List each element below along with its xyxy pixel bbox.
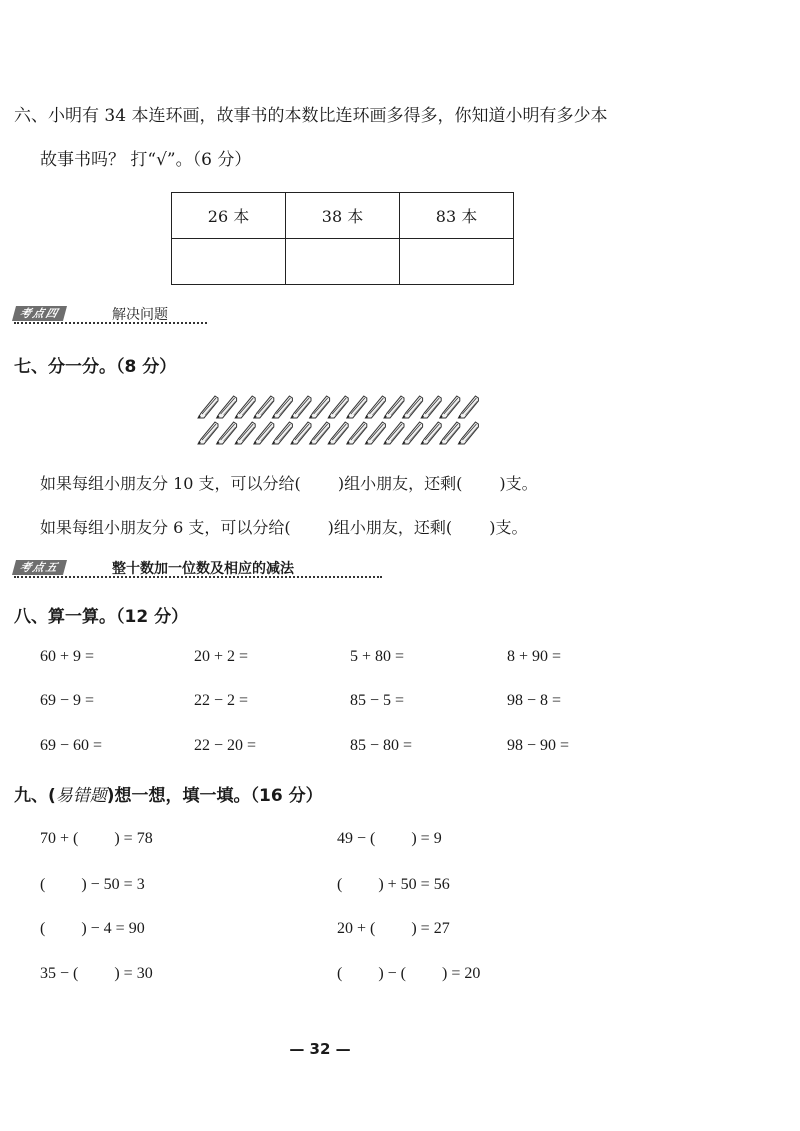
calc-expression: 98 − 8 = (507, 692, 562, 709)
pencil-icon (458, 422, 478, 444)
pencil-icon (291, 422, 311, 444)
q7-title: 七、分一分。（8 分） (14, 357, 177, 377)
check-cell[interactable] (172, 239, 286, 285)
pencil-icon (272, 422, 292, 444)
q9-title-tag: 易错题 (55, 786, 107, 806)
calc-expression: 20 + 2 = (194, 648, 249, 665)
calc-expression: 98 − 90 = (507, 737, 570, 754)
pencil-icon (403, 396, 423, 418)
kaodian-underline (14, 576, 382, 578)
q7-line1: 如果每组小朋友分 10 支，可以分给( )组小朋友，还剩( )支。 (40, 474, 538, 493)
pencil-icon (291, 396, 311, 418)
pencil-icon (458, 396, 478, 418)
pencil-icon (198, 422, 218, 444)
calc-expression: 85 − 80 = (350, 737, 413, 754)
page-number: — 32 — (289, 1040, 351, 1058)
pencil-icon (198, 396, 218, 418)
pencil-icon (384, 422, 404, 444)
pencil-icon (421, 396, 441, 418)
pencil-icon (328, 422, 348, 444)
q9-title (14, 781, 323, 806)
fill-expression: 70 + ( ) = 78 (40, 830, 153, 847)
pencil-icon (254, 396, 274, 418)
fill-expression: 35 − ( ) = 30 (40, 965, 153, 982)
kaodian-badge: 考点五 (12, 560, 67, 575)
option-cell: 83 本 (400, 193, 514, 239)
pencil-icon (310, 396, 330, 418)
pencil-icon (310, 422, 330, 444)
q9-title-prefix: 九、( (14, 786, 56, 806)
kaodian-badge: 考点四 (12, 306, 67, 321)
calc-expression: 22 − 2 = (194, 692, 249, 709)
pencil-icon (440, 396, 460, 418)
calc-expression: 69 − 9 = (40, 692, 95, 709)
q6-line2: 故事书吗？ 打“√”。（6 分） (40, 150, 252, 170)
pencil-icon (235, 422, 255, 444)
pencil-icon (421, 422, 441, 444)
pencil-icon (384, 396, 404, 418)
fill-expression: ( ) − 50 = 3 (40, 876, 145, 893)
calc-expression: 22 − 20 = (194, 737, 257, 754)
pencil-icon (347, 396, 367, 418)
pencil-icon (365, 396, 385, 418)
pencil-icon (272, 396, 292, 418)
option-cell: 38 本 (286, 193, 400, 239)
pencil-icon (347, 422, 367, 444)
fill-expression: ( ) + 50 = 56 (337, 876, 450, 893)
check-cell[interactable] (400, 239, 514, 285)
pencil-icon (217, 396, 237, 418)
pencil-icon (403, 422, 423, 444)
pencil-icon (217, 422, 237, 444)
kaodian-title: 整十数加一位数及相应的减法 (112, 561, 294, 577)
q9-title-suffix: )想一想，填一填。（16 分） (106, 786, 323, 806)
fill-expression: 49 − ( ) = 9 (337, 830, 442, 847)
fill-expression: 20 + ( ) = 27 (337, 920, 450, 937)
option-cell: 26 本 (172, 193, 286, 239)
calc-expression: 60 + 9 = (40, 648, 95, 665)
calc-expression: 85 − 5 = (350, 692, 405, 709)
q8-title: 八、算一算。（12 分） (14, 607, 189, 627)
q7-line2: 如果每组小朋友分 6 支，可以分给( )组小朋友，还剩( )支。 (40, 518, 528, 537)
fill-expression: ( ) − 4 = 90 (40, 920, 145, 937)
pencil-icon (328, 396, 348, 418)
kaodian-underline (14, 322, 207, 324)
pencil-icon (365, 422, 385, 444)
pencil-icon (254, 422, 274, 444)
q6-answer-table (171, 192, 514, 285)
kaodian-title: 解决问题 (112, 307, 168, 323)
q6-line1: 六、小明有 34 本连环画，故事书的本数比连环画多得多，你知道小明有多少本 (14, 106, 608, 126)
calc-expression: 8 + 90 = (507, 648, 562, 665)
pencil-icon (440, 422, 460, 444)
check-cell[interactable] (286, 239, 400, 285)
calc-expression: 69 − 60 = (40, 737, 103, 754)
pencil-icon (235, 396, 255, 418)
pencils-illustration (196, 394, 486, 446)
fill-expression: ( ) − ( ) = 20 (337, 965, 481, 982)
calc-expression: 5 + 80 = (350, 648, 405, 665)
